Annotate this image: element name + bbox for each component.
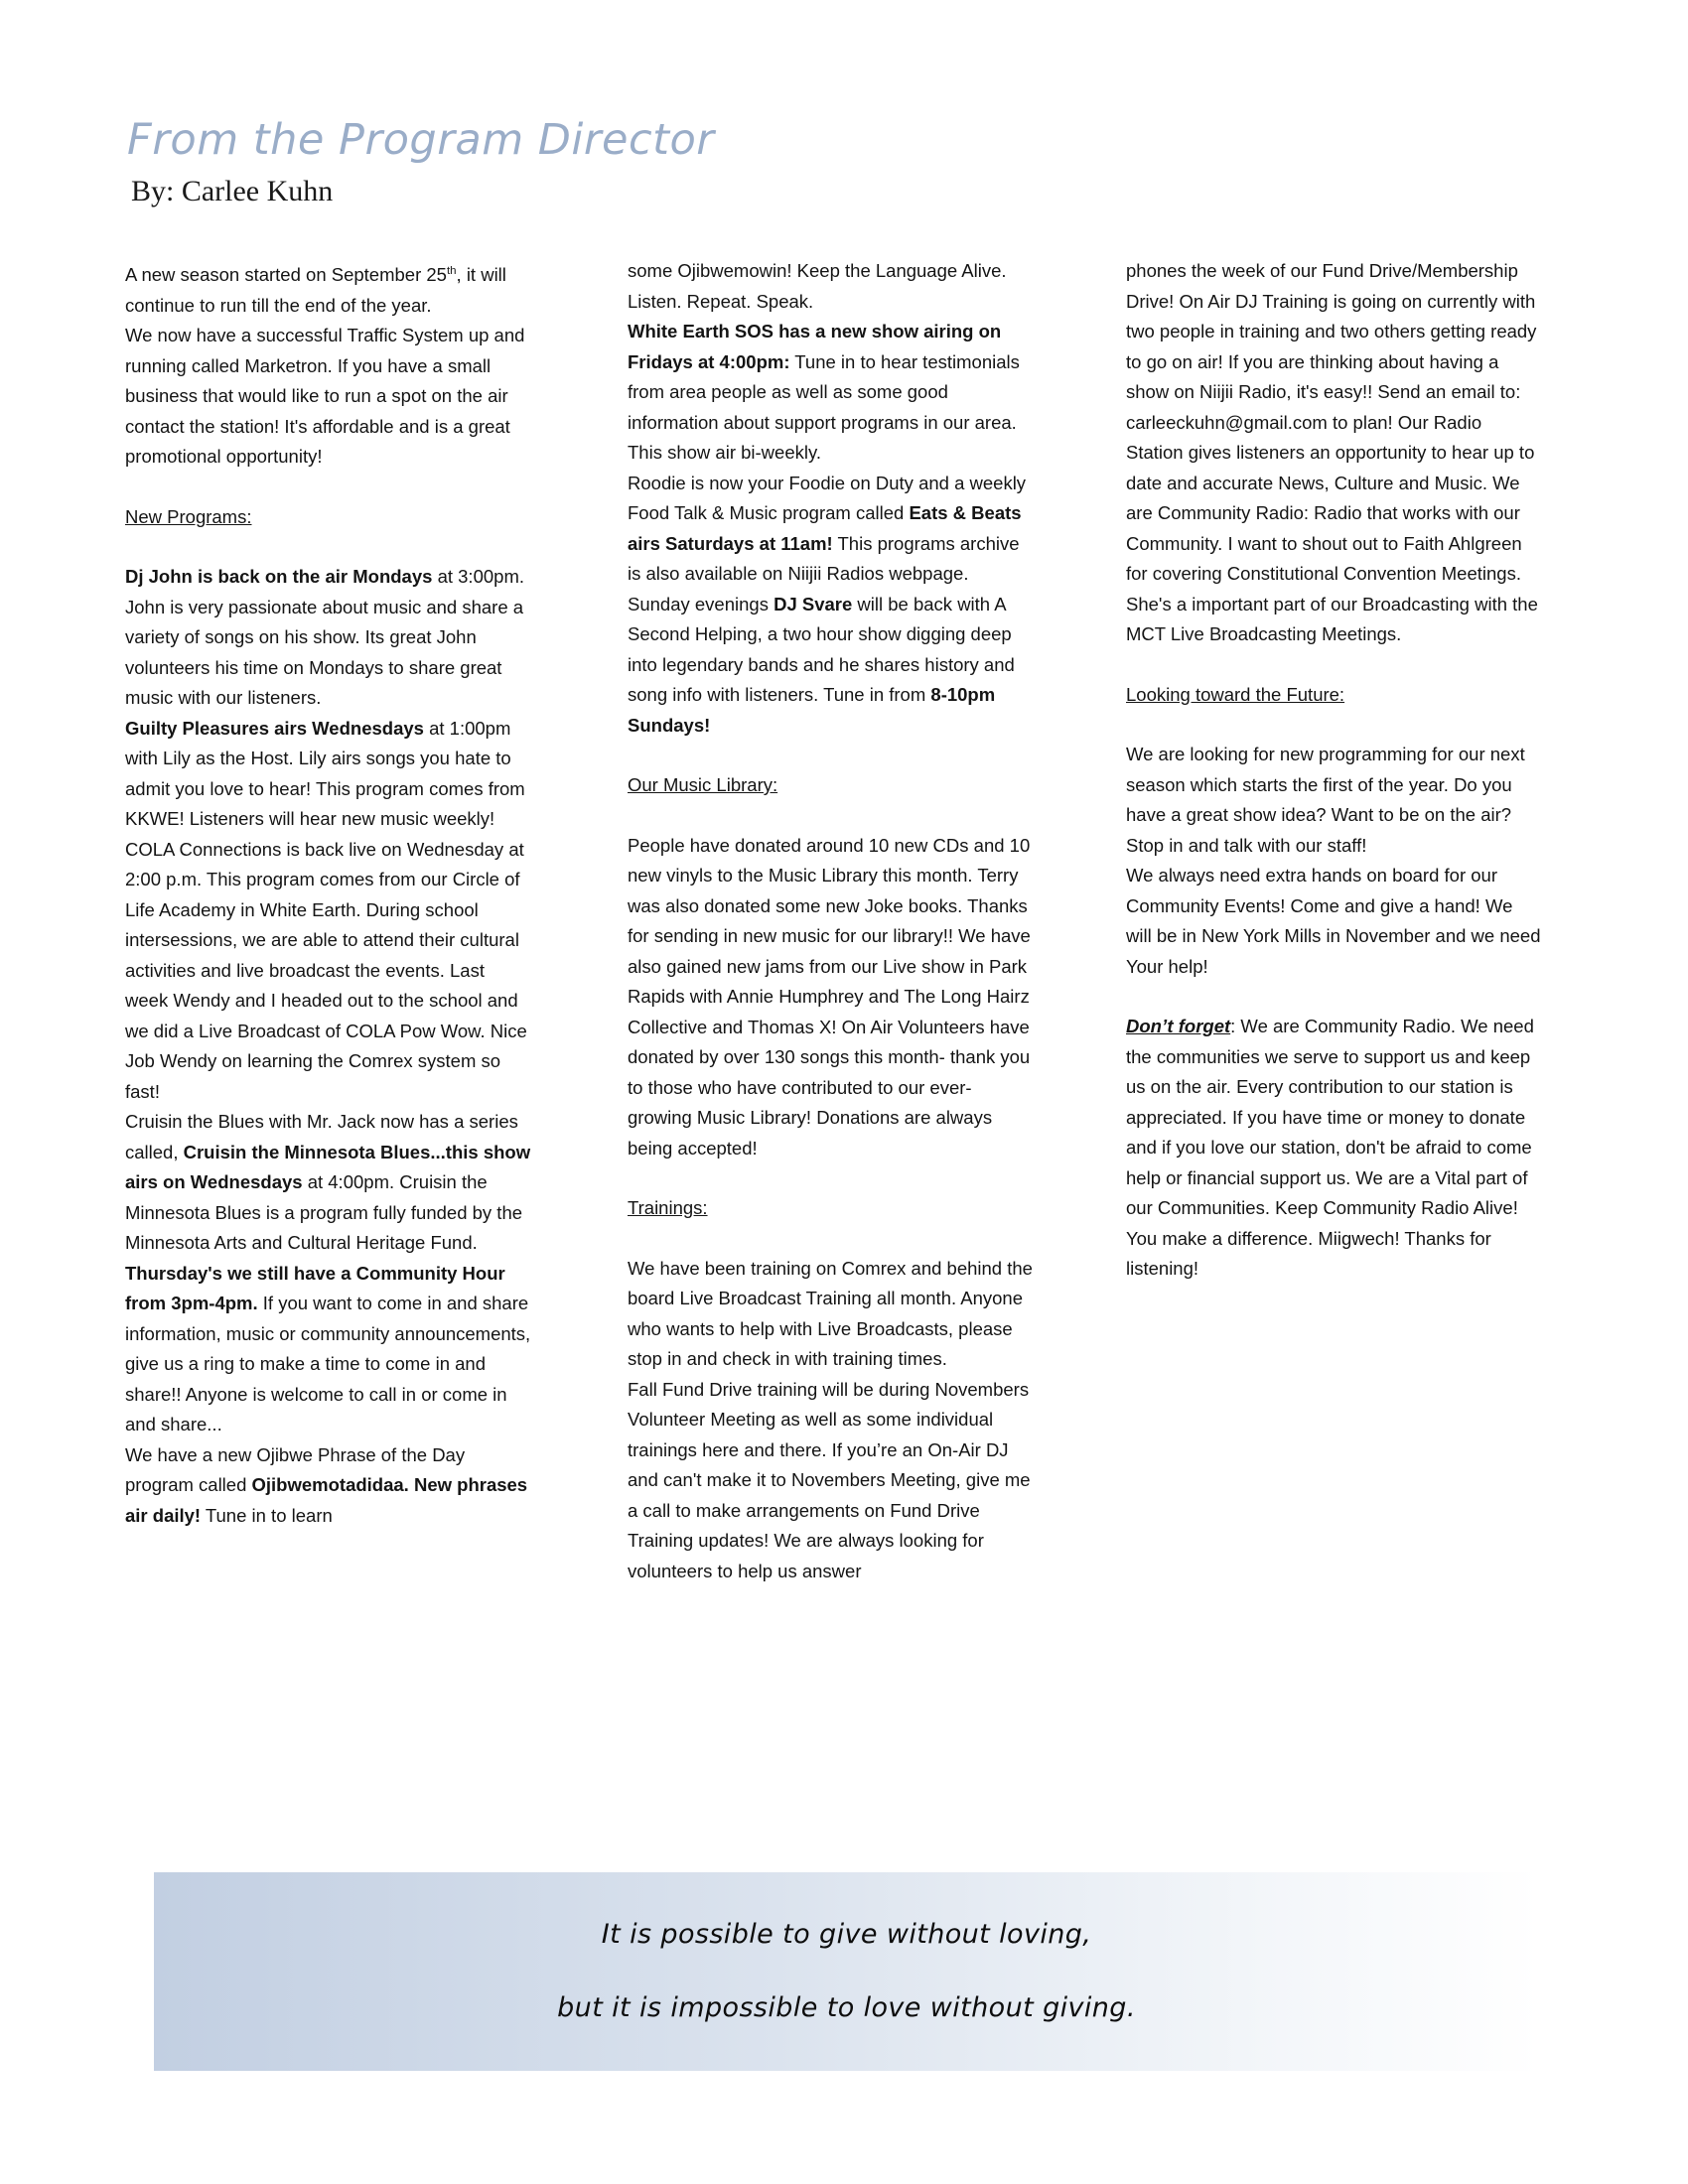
paragraph-dj-john — [125, 562, 532, 714]
paragraph-traffic-system: We now have a successful Traffic System up and running called Marketron. If you have a small business that would like to run a spot on the air contact the station! It's affordable and is a great promotional opportunity! — [125, 325, 525, 468]
season-text-a: A new season started on September 25 — [125, 264, 447, 286]
dj-john-bold: Dj John is back on the air Mondays — [125, 566, 433, 588]
eats-a: Roodie is now your Foodie on Duty and a weekly Food Talk & Music program called — [628, 472, 1027, 523]
ordinal-suffix: th — [446, 265, 457, 277]
subheading-looking-future: Looking toward the Future: — [1126, 683, 1345, 705]
eats-b: This programs archive is also available on Niijii Radios webpage. — [628, 532, 1020, 584]
page-title: From the Program Director — [127, 115, 715, 165]
community-hour-bold: Thursday's we still have a Community Hour from 3pm-4pm. — [125, 1262, 505, 1314]
ojibwe-a: We have a new Ojibwe Phrase of the Day program called — [125, 1443, 466, 1496]
paragraph-ojibwe-phrase — [125, 1440, 532, 1532]
cruisin-bold: Cruisin the Minnesota Blues...this show airs on Wednesdays — [125, 1141, 531, 1193]
quote-content — [154, 1872, 1539, 2071]
article-header — [127, 117, 1517, 209]
paragraph-white-earth-sos — [628, 317, 1035, 469]
quote-line-1: It is possible to give without loving, — [601, 1918, 1092, 1950]
paragraph-community-events: We always need extra hands on board for our Community Events! Come and give a hand! We will be in New York Mills in November and we need Your help! — [1126, 865, 1541, 977]
subheading-new-programs: New Programs: — [125, 505, 252, 527]
sos-bold: White Earth SOS has a new show airing on Fridays at 4:00pm: — [628, 321, 1002, 372]
article-columns — [125, 256, 1545, 1586]
paragraph-music-library: People have donated around 10 new CDs and 10 new vinyls to the Music Library this month. Terry was also donated some new Joke books. Thanks for sending in new music for our library!! We have also gained new jams from our Live show in Park Rapids with Annie Humphrey and The Long Hairz Collective and Thomas X! On Air Volunteers have donated by over 130 songs this month- thank you to those who have contributed to our ever-growing Music Library! Donations are always being accepted! — [628, 834, 1031, 1159]
quote-line-2: but it is impossible to love without giving. — [557, 1992, 1136, 2023]
paragraph-eats-and-beats — [628, 469, 1035, 590]
paragraph-cola-connections: COLA Connections is back live on Wednesday at 2:00 p.m. This program comes from our Circle of Life Academy in White Earth. During school intersessions, we are able to attend their cultural activities and live broadcast the events. Last week Wendy and I headed out to the school and we did a Live Broadcast of COLA Pow Wow. Nice Job Wendy on learning the Comrex system so fast! — [125, 838, 527, 1102]
paragraph-dont-forget — [1126, 1012, 1543, 1285]
svare-bold-time: 8-10pm Sundays! — [628, 684, 996, 736]
svare-bold-name: DJ Svare — [774, 593, 853, 614]
paragraph-season — [125, 256, 532, 321]
subheading-music-library: Our Music Library: — [628, 774, 778, 795]
column-3 — [1126, 256, 1543, 1586]
paragraph-cruisin-blues — [125, 1107, 532, 1259]
guilty-pleasures-rest: at 1:00pm with Lily as the Host. Lily airs songs you hate to admit you love to hear! This program comes from KKWE! Listeners will hear new music weekly! — [125, 717, 525, 830]
paragraph-ojibwemowin-cont: some Ojibwemowin! Keep the Language Alive. Listen. Repeat. Speak. — [628, 260, 1007, 312]
ojibwe-b: Tune in to learn — [201, 1504, 333, 1526]
cruisin-b: at 4:00pm. Cruisin the Minnesota Blues is a program fully funded by the Minnesota Arts and Cultural Heritage Fund. — [125, 1171, 523, 1254]
paragraph-community-hour — [125, 1259, 532, 1440]
paragraph-comrex-training: We have been training on Comrex and behind the board Live Broadcast Training all month. Anyone who wants to help with Live Broadcasts, please stop in and check in with training times. — [628, 1257, 1033, 1369]
community-hour-rest: If you want to come in and share information, music or community announcements, give us a ring to make a time to come in and share!! Anyone is welcome to call in or come in and share... — [125, 1293, 531, 1435]
dj-john-rest: at 3:00pm. John is very passionate about music and share a variety of songs on his show. Its great John volunteers his time on Mondays to share great music with our listeners. — [125, 566, 524, 709]
subheading-trainings: Trainings: — [628, 1197, 708, 1218]
svare-b: will be back with A Second Helping, a two hour show digging deep into legendary bands and he shares history and song info with listeners. Tune in from — [628, 593, 1015, 705]
paragraph-fund-drive-training: Fall Fund Drive training will be during Novembers Volunteer Meeting as well as some individual trainings here and there. If you’re an On-Air DJ and can't make it to Novembers Meeting, give me a call to make arrangements on Fund Drive Training updates! We are always looking for volunteers to help us answer — [628, 1378, 1031, 1581]
dont-forget-rest: : We are Community Radio. We need the communities we serve to support us and keep us on the air. Every contribution to our station is appreciated. If you have time or money to donate and if you love our station, don't be afraid to come help or financial support us. We are a Vital part of our Communities. Keep Community Radio Alive! You make a difference. Miigwech! Thanks for listening! — [1126, 1016, 1534, 1279]
quote-banner — [154, 1872, 1539, 2071]
guilty-pleasures-bold: Guilty Pleasures airs Wednesdays — [125, 717, 424, 739]
season-text-b: , it will continue to run till the end of the year. — [125, 264, 506, 316]
column-2 — [628, 256, 1035, 1586]
byline: By: Carlee Kuhn — [131, 175, 334, 208]
dont-forget-bold: Don’t forget — [1126, 1016, 1231, 1036]
svare-a: Sunday evenings — [628, 593, 774, 614]
sos-rest: Tune in to hear testimonials from area people as well as some good information about support programs in our area. This show air bi-weekly. — [628, 350, 1020, 463]
column-1 — [125, 256, 532, 1586]
paragraph-new-programming: We are looking for new programming for our next season which starts the first of the year. Do you have a great show idea? Want to be on the air? Stop in and talk with our staff! — [1126, 744, 1525, 856]
paragraph-phones-fund-drive: phones the week of our Fund Drive/Membership Drive! On Air DJ Training is going on currently with two people in training and two others getting ready to go on air! If you are thinking about having a show on Niijii Radio, it's easy!! Send an email to: carleeckuhn@gmail.com to plan! Our Radio Station gives listeners an opportunity to hear up to date and accurate News, Culture and Music. We are Community Radio: Radio that works with our Community. I want to shout out to Faith Ahlgreen for covering Constitutional Convention Meetings. She's a important part of our Broadcasting with the MCT Live Broadcasting Meetings. — [1126, 260, 1538, 644]
cruisin-a: Cruisin the Blues with Mr. Jack now has a series called, — [125, 1111, 518, 1162]
paragraph-dj-svare — [628, 590, 1035, 742]
eats-bold: Eats & Beats airs Saturdays at 11am! — [628, 502, 1022, 554]
ojibwe-bold: Ojibwemotadidaa. New phrases air daily! — [125, 1474, 528, 1526]
paragraph-guilty-pleasures — [125, 714, 532, 835]
